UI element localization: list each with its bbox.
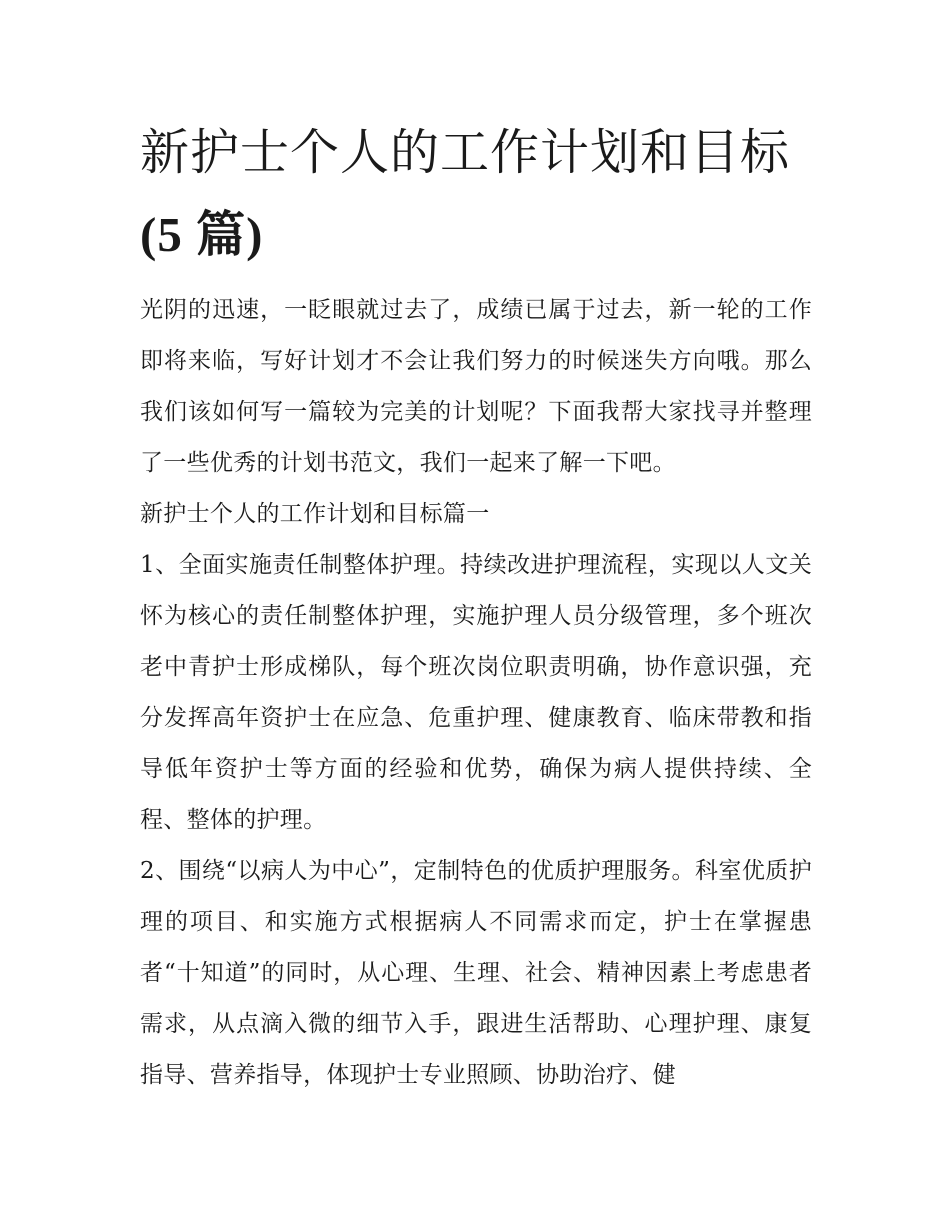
body-paragraph-2: 2、围绕“以病人为中心”，定制特色的优质护理服务。科室优质护理的项目、和实施方式根据病人不同需求而定，护士在掌握患者“十知道”的同时，从心理、生理、社会、精神因素上考虑患者需求，从点滴入微的细节入手，跟进生活帮助、心理护理、康复指导、营养指导，体现护士专业照顾、协助治疗、健 [140, 858, 812, 1088]
body-paragraph-1: 1、全面实施责任制整体护理。持续改进护理流程，实现以人文关怀为核心的责任制整体护理，实施护理人员分级管理，多个班次老中青护士形成梯队，每个班次岗位职责明确，协作意识强，充分发挥高年资护士在应急、危重护理、健康教育、临床带教和指导低年资护士等方面的经验和优势，确保为病人提供持续、全程、整体的护理。 [140, 552, 812, 833]
title-line-1: 新护士个人的工作计划和目标 [140, 124, 791, 181]
title-line-2: (5 篇) [140, 207, 264, 262]
document-page [140, 112, 812, 1101]
section-heading: 新护士个人的工作计划和目标篇一 [140, 501, 490, 527]
document-title [140, 112, 812, 276]
intro-paragraph: 光阴的迅速，一眨眼就过去了，成绩已属于过去，新一轮的工作即将来临，写好计划才不会让我们努力的时候迷失方向哦。那么我们该如何写一篇较为完美的计划呢？下面我帮大家找寻并整理了一些优秀的计划书范文，我们一起来了解一下吧。 [140, 297, 812, 476]
